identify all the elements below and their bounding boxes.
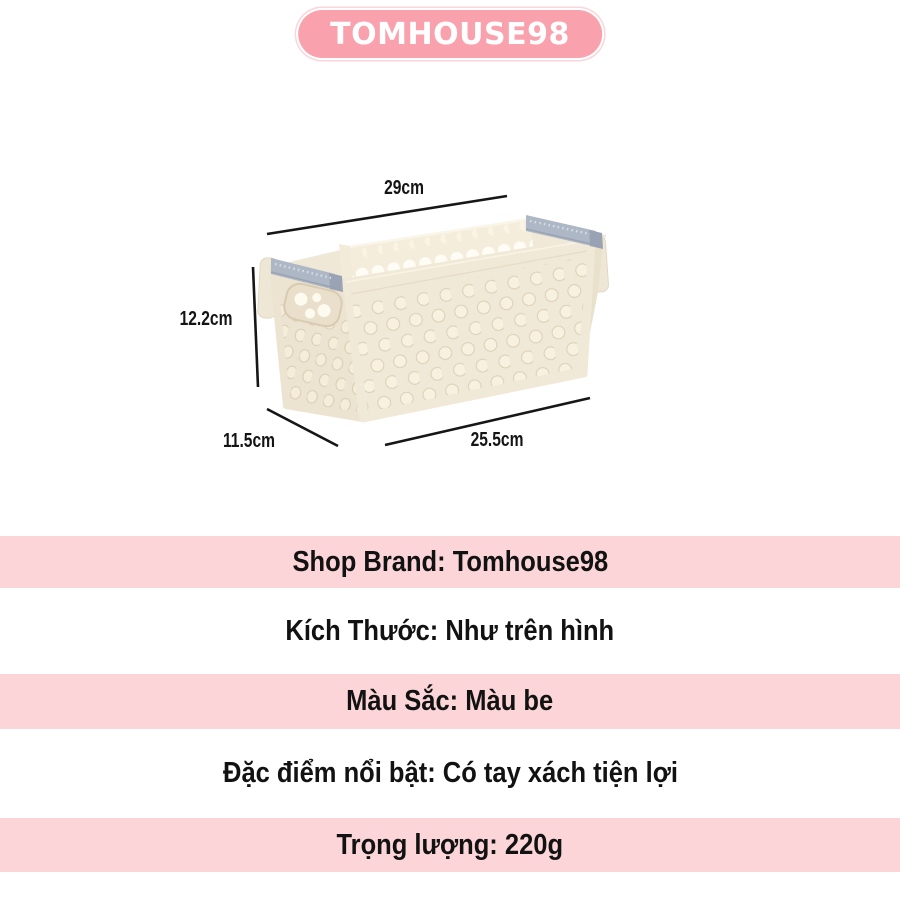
spec-row-color [0, 674, 900, 729]
basket-illustration [257, 215, 608, 419]
spec-row-weight [0, 818, 900, 872]
spec-row-label: Đặc điểm nổi bật: Có tay xách tiện lợi [222, 757, 678, 789]
spec-row-label: Màu Sắc: Màu be [346, 685, 554, 717]
dimension-label-top-width: 29cm [384, 176, 424, 199]
spec-row-size [0, 588, 900, 674]
spec-row-label: Kích Thước: Như trên hình [285, 614, 615, 647]
dimension-label-height: 12.2cm [179, 307, 233, 330]
spec-row-label: Trọng lượng: 220g [336, 828, 564, 861]
dimension-label-depth: 11.5cm [222, 429, 276, 452]
spec-row-label: Shop Brand: Tomhouse98 [292, 545, 608, 578]
dimension-line-height [253, 267, 258, 387]
dimension-label-bottom-width: 25.5cm [470, 428, 524, 451]
spec-table [0, 536, 900, 872]
brand-badge-label: TOMHOUSE98 [330, 16, 570, 52]
spec-row-feature [0, 729, 900, 818]
spec-row-shop-brand [0, 536, 900, 588]
